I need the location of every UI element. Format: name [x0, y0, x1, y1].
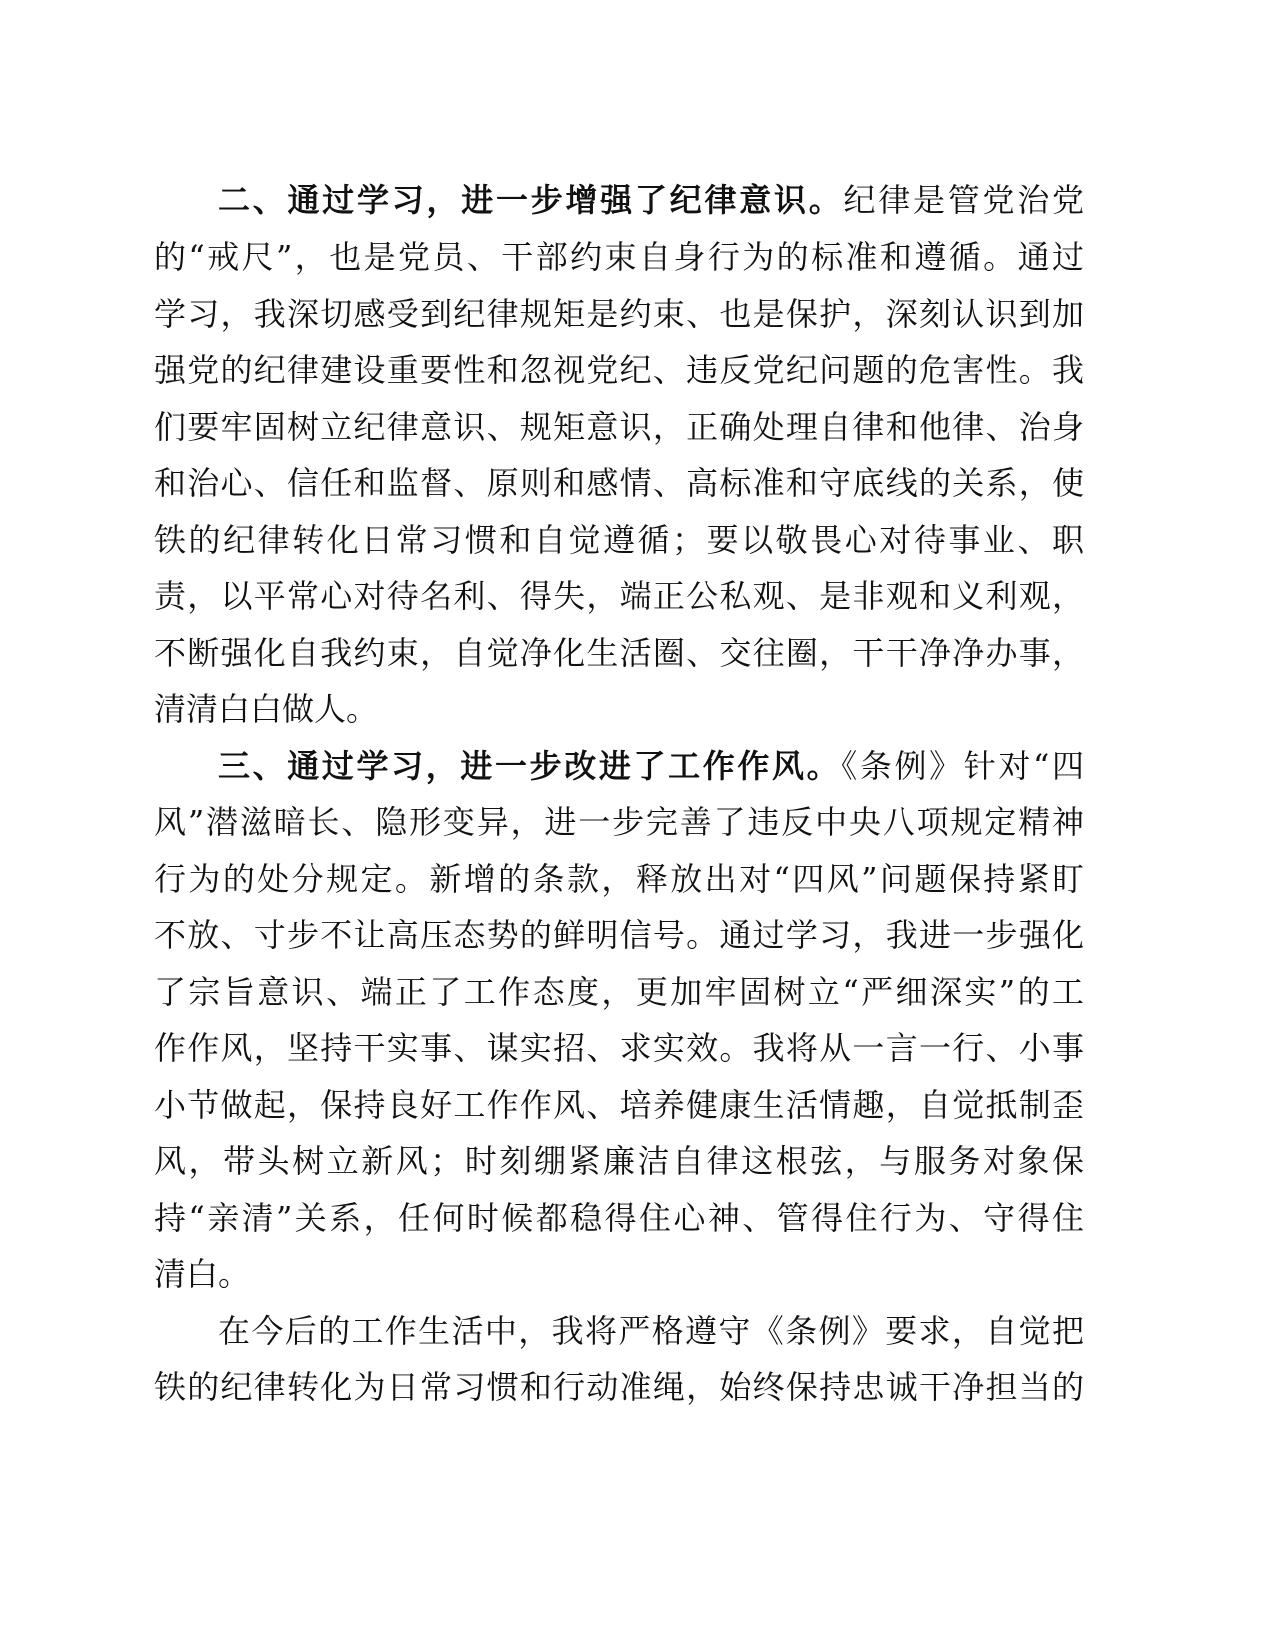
paragraph-4-line-1: 在今后的工作生活中，我将严格遵守《条例》要求，自觉把	[218, 1312, 1084, 1350]
paragraph-2-line-9: 不断强化自我约束，自觉净化生活圈、交往圈，干干净净办事，	[154, 634, 1084, 672]
paragraph-3-line-6: 作作风，坚持干实事、谋实招、求实效。我将从一言一行、小事	[154, 1029, 1084, 1067]
paragraph-3-line-9: 持“亲清”关系，任何时候都稳得住心神、管得住行为、守得住	[154, 1199, 1084, 1237]
paragraph-2-line-7: 铁的纪律转化日常习惯和自觉遵循；要以敬畏心对待事业、职	[154, 521, 1084, 559]
paragraph-3-line-10: 清白。	[154, 1255, 251, 1293]
line-text: 《条例》针对“四	[841, 747, 1084, 785]
paragraph-2-line-8: 责，以平常心对待名利、得失，端正公私观、是非观和义利观，	[154, 577, 1084, 615]
paragraph-3-line-5: 了宗旨意识、端正了工作态度，更加牢固树立“严细深实”的工	[154, 973, 1084, 1011]
paragraph-3-line-1	[218, 738, 1084, 794]
paragraph-3-line-7: 小节做起，保持良好工作作风、培养健康生活情趣，自觉抵制歪	[154, 1086, 1084, 1124]
paragraph-2-line-4: 强党的纪律建设重要性和忽视党纪、违反党纪问题的危害性。我	[154, 351, 1084, 389]
section-2-heading: 二、通过学习，进一步增强了纪律意识。	[218, 181, 844, 219]
paragraph-2-line-5: 们要牢固树立纪律意识、规矩意识，正确处理自律和他律、治身	[154, 408, 1084, 446]
paragraph-2-line-6: 和治心、信任和监督、原则和感情、高标准和守底线的关系，使	[154, 464, 1084, 502]
paragraph-3-line-3: 行为的处分规定。新增的条款，释放出对“四风”问题保持紧盯	[154, 860, 1084, 898]
paragraph-4-line-2: 铁的纪律转化为日常习惯和行动准绳，始终保持忠诚干净担当的	[154, 1368, 1084, 1406]
paragraph-3-line-8: 风，带头树立新风；时刻绷紧廉洁自律这根弦，与服务对象保	[154, 1142, 1084, 1180]
paragraph-2-line-1	[218, 172, 1084, 228]
paragraph-2-line-3: 学习，我深切感受到纪律规矩是约束、也是保护，深刻认识到加	[154, 295, 1084, 333]
paragraph-2-line-2: 的“戒尺”，也是党员、干部约束自身行为的标准和遵循。通过	[154, 238, 1084, 276]
paragraph-3-line-4: 不放、寸步不让高压态势的鲜明信号。通过学习，我进一步强化	[154, 916, 1084, 954]
paragraph-3-line-2: 风”潜滋暗长、隐形变异，进一步完善了违反中央八项规定精神	[154, 803, 1084, 841]
paragraph-2-line-10: 清清白白做人。	[154, 690, 379, 728]
line-text: 纪律是管党治党	[843, 181, 1084, 219]
section-3-heading: 三、通过学习，进一步改进了工作作风。	[218, 747, 842, 785]
